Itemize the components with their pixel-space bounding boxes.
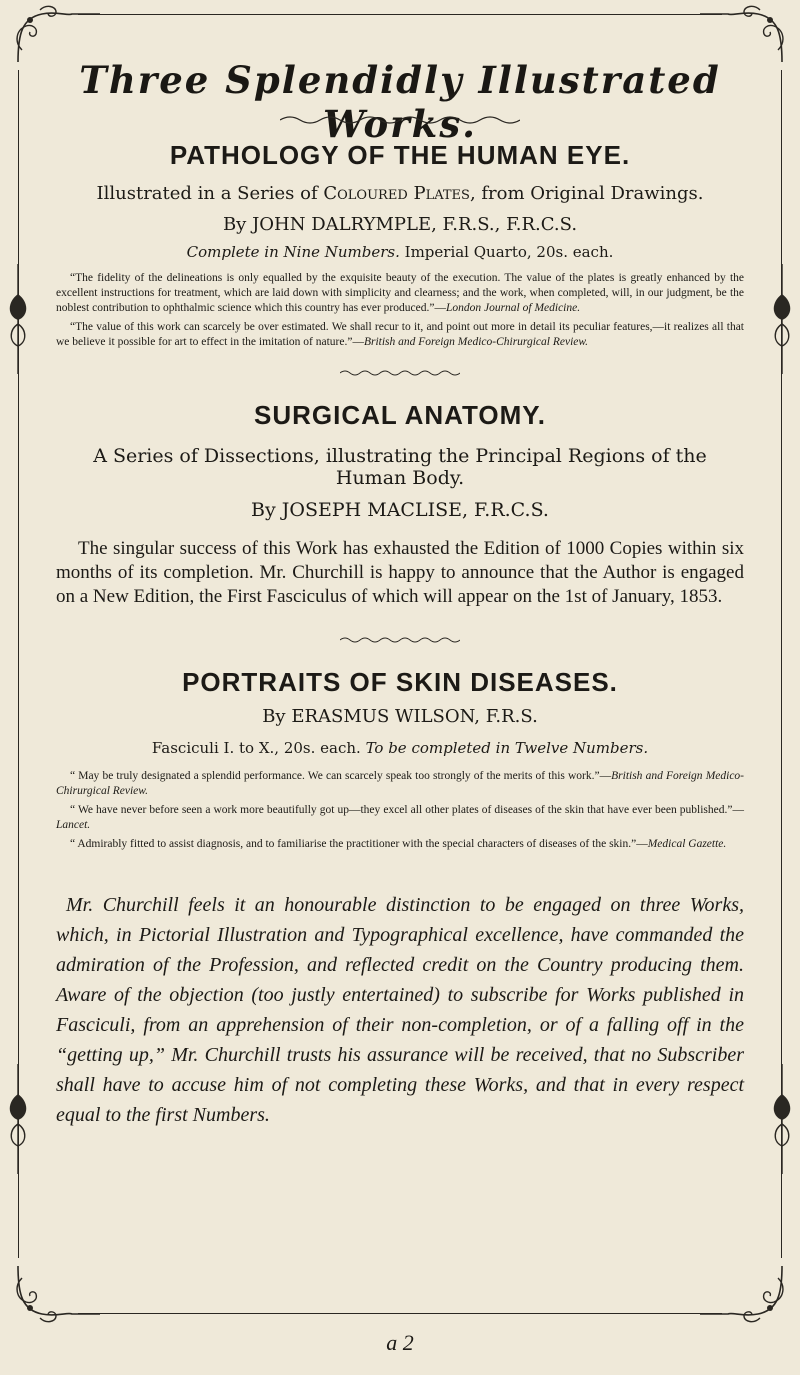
corner-ornament-icon	[698, 1264, 788, 1324]
section-title: PORTRAITS OF SKIN DISEASES.	[182, 667, 618, 697]
section-skin-diseases	[56, 667, 744, 852]
review-quote: “The value of this work can scarcely be over estimated. We shall recur to it, and point out more in detail its peculiar features,—it realizes all that we believe it possible for art to effect in the imitation of nature.”—British and Foreign Medico-Chirurgical Review.	[56, 321, 744, 348]
closing-paragraph: Mr. Churchill feels it an honourable distinction to be engaged on three Works, which, in Pictorial Illustration and Typographical excellence, have commanded the admiration of the Profession, and reflected credit on the Country producing them. Aware of the objection (too justly entertained) to subscribe for Works published in Fasciculi, from an apprehension of their non-completion, or of a falling off in the “getting up,” Mr. Churchill trusts his assurance will be received, that no Subscriber shall have to accuse him of not completing these Works, and that in every respect equal to the first Numbers.	[56, 894, 744, 1126]
page-content	[56, 14, 744, 1130]
gothic-heading: Three Splendidly Illustrated Works.	[79, 58, 721, 146]
border-bottom-rule	[78, 1313, 722, 1314]
closing-statement	[56, 890, 744, 1130]
review-quote: “ Admirably fitted to assist diagnosis, and to familiarise the practitioner with the special characters of diseases of the skin.”—Medical Gazette.	[70, 838, 727, 850]
side-ornament-icon	[5, 1064, 31, 1174]
separator-ornament-icon	[340, 635, 460, 645]
page-number: a 2	[386, 1330, 414, 1355]
side-ornament-icon	[769, 1064, 795, 1174]
section-author: By ERASMUS WILSON, F.R.S.	[262, 706, 538, 727]
section-description: Illustrated in a Series of Coloured Plates, from Original Drawings.	[96, 183, 704, 204]
side-ornament-icon	[5, 264, 31, 374]
review-quote: “The fidelity of the delineations is only equalled by the exquisite beauty of the execution. The value of the plates is greatly enhanced by the excellent instructions for treatment, which are laid down with simplicity and clearness; and the work, when completed, will, in our judgment, be the noblest contribution to ophthalmic science which this country has ever produced.”—London Journal of Medicine.	[56, 272, 744, 314]
separator-ornament-icon	[340, 368, 460, 378]
section-surgical-anatomy	[56, 400, 744, 609]
section-body: The singular success of this Work has exhausted the Edition of 1000 Copies within six months of its completion. Mr. Churchill is happy to announce that the Author is engaged on a New Edition, the First Fasciculus of which will appear on the 1st of January, 1853.	[56, 538, 744, 607]
review-quote: “ We have never before seen a work more beautifully got up—they excel all other plates of diseases of the skin that have ever been published.”—Lancet.	[56, 804, 744, 831]
review-quote: “ May be truly designated a splendid performance. We can scarcely speak too strongly of the merits of this work.”—British and Foreign Medico-Chirurgical Review.	[56, 770, 745, 797]
section-publication: Complete in Nine Numbers. Imperial Quarto, 20s. each.	[186, 243, 614, 261]
corner-ornament-icon	[12, 1264, 102, 1324]
section-author: By JOSEPH MACLISE, F.R.C.S.	[251, 499, 549, 521]
section-subtitle: A Series of Dissections, illustrating the Principal Regions of the Human Body.	[93, 445, 707, 489]
section-author: By JOHN DALRYMPLE, F.R.S., F.R.C.S.	[222, 214, 578, 235]
section-title: SURGICAL ANATOMY.	[254, 400, 546, 430]
section-title: PATHOLOGY OF THE HUMAN EYE.	[169, 140, 631, 170]
page-border	[18, 14, 782, 1314]
section-pathology	[56, 140, 744, 350]
section-publication: Fasciculi I. to X., 20s. each. To be completed in Twelve Numbers.	[151, 739, 649, 757]
side-ornament-icon	[769, 264, 795, 374]
